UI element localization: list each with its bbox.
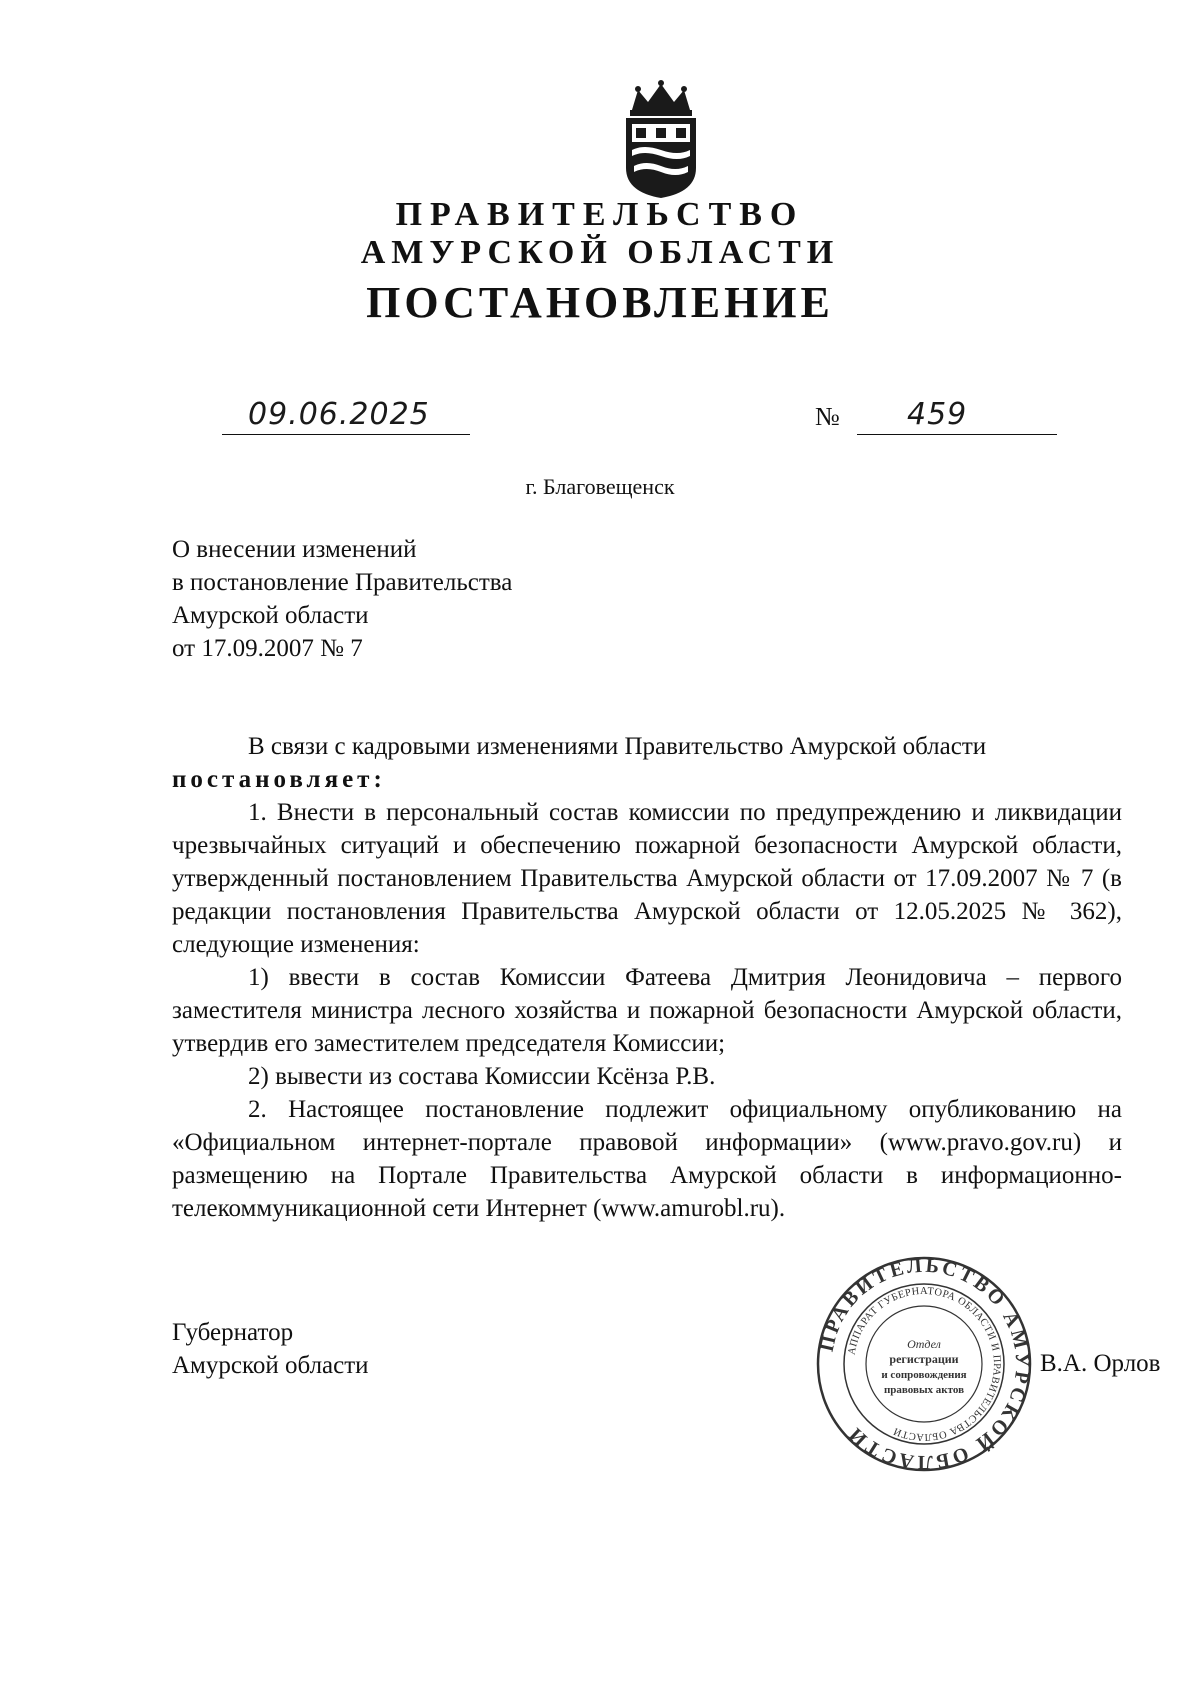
signatory-name: В.А. Орлов: [1040, 1350, 1161, 1377]
handwritten-date: 09.06.2025: [248, 397, 430, 432]
document-body: [172, 730, 1122, 1225]
title-line: в постановление Правительства: [172, 569, 513, 596]
date-field: [222, 398, 470, 435]
handwritten-number: 459: [907, 397, 968, 432]
paragraph-1: 1. Внести в персональный состав комиссии по предупреждению и ликвидации чрезвычайных ситуаций и обеспечению пожарной безопасности Амурской области, утвержденный постановлением Правительства Амурской области от 17.09.2007 № 7 (в редакции постановления Правительства Амурской области от 12.05.2025 № 362), следующие изменения:: [172, 799, 1122, 958]
stamp-outer-text: ПРАВИТЕЛЬСТВО АМУРСКОЙ ОБЛАСТИ: [815, 1255, 1033, 1473]
stamp-center-line: Отдел: [907, 1337, 941, 1351]
document-title: [172, 533, 512, 665]
issuer-line-1: ПРАВИТЕЛЬСТВО: [395, 196, 805, 233]
title-line: Амурской области: [172, 602, 369, 629]
title-line: от 17.09.2007 № 7: [172, 635, 363, 662]
coat-of-arms-icon: [620, 80, 702, 200]
document-type: ПОСТАНОВЛЕНИЕ: [366, 278, 834, 327]
signatory-position: [172, 1316, 369, 1382]
position-line: Губернатор: [172, 1319, 294, 1346]
stamp-center-line: правовых актов: [883, 1384, 965, 1396]
resolves-text: постановляет:: [172, 766, 386, 793]
stamp-middle-text: АППАРАТ ГУБЕРНАТОРА ОБЛАСТИ И ПРАВИТЕЛЬСТВА ОБЛАСТИ: [846, 1285, 1003, 1443]
number-label: №: [815, 402, 840, 431]
issuer-line-2: АМУРСКОЙ ОБЛАСТИ: [360, 234, 840, 271]
position-line: Амурской области: [172, 1352, 369, 1379]
official-stamp: [815, 1255, 1033, 1473]
number-field: [857, 398, 1057, 435]
stamp-center-line: и сопровождения: [881, 1369, 967, 1381]
city: г. Благовещенск: [525, 474, 675, 499]
intro-paragraph: В связи с кадровыми изменениями Правительство Амурской области: [248, 733, 987, 760]
paragraph-1-1: 1) ввести в состав Комиссии Фатеева Дмитрия Леонидовича – первого заместителя министра лесного хозяйства и пожарной безопасности Амурской области, утвердив его заместителем председателя Комиссии;: [172, 964, 1122, 1057]
title-line: О внесении изменений: [172, 536, 417, 563]
paragraph-2: 2. Настоящее постановление подлежит официальному опубликованию на «Официальном интернет-портале правовой информации» (www.pravo.gov.ru) и размещению на Портале Правительства Амурской области в информационно-телекоммуникационной сети Интернет (www.amurobl.ru).: [172, 1096, 1122, 1222]
stamp-center-line: регистрации: [889, 1352, 959, 1366]
paragraph-1-2: 2) вывести из состава Комиссии Ксёнза Р.В.: [248, 1063, 716, 1090]
resolves-word: [172, 763, 1122, 796]
